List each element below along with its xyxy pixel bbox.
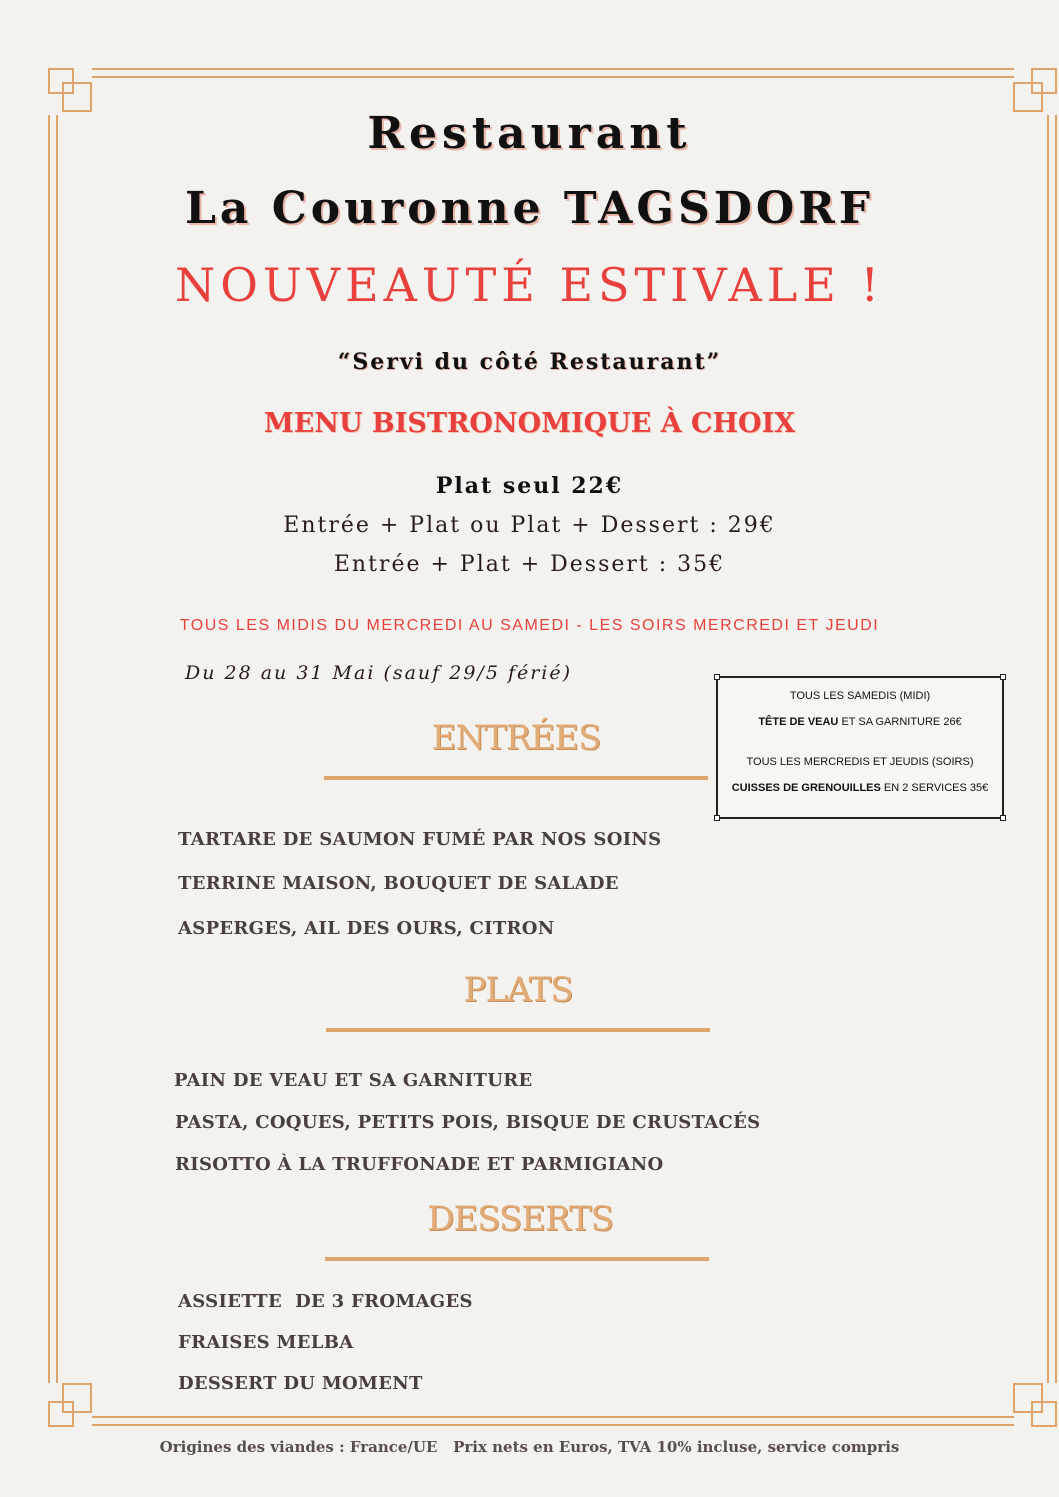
restaurant-name: La Couronne TAGSDORF <box>184 183 875 234</box>
frame-corner-bottom-right <box>1013 1383 1057 1427</box>
menu-item: ASPERGES, AIL DES OURS, CITRON <box>178 918 555 939</box>
menu-item: FRAISES MELBA <box>178 1332 354 1353</box>
specials-grenouilles: CUISSES DE GRENOUILLES EN 2 SERVICES 35€ <box>731 782 989 794</box>
subtitle: “Servi du côté Restaurant” <box>337 349 722 375</box>
specials-box <box>716 676 1004 819</box>
menu-title: MENU BISTRONOMIQUE À CHOIX <box>263 408 796 439</box>
price-plat-seul: Plat seul 22€ <box>435 473 624 499</box>
menu-item: DESSERT DU MOMENT <box>178 1373 423 1394</box>
restaurant-title: Restaurant <box>367 108 692 159</box>
menu-item: PASTA, COQUES, PETITS POIS, BISQUE DE CRUSTACÉS <box>175 1112 761 1133</box>
menu-item: ASSIETTE DE 3 FROMAGES <box>178 1291 473 1312</box>
section-title-plats: PLATS <box>463 970 573 1010</box>
menu-item: RISOTTO À LA TRUFFONADE ET PARMIGIANO <box>175 1154 664 1175</box>
menu-item: TARTARE DE SAUMON FUMÉ PAR NOS SOINS <box>178 829 662 850</box>
menu-item: PAIN DE VEAU ET SA GARNITURE <box>174 1070 533 1091</box>
frame-corner-top-left <box>48 68 92 112</box>
frame-corner-bottom-left <box>48 1383 92 1427</box>
price-three-courses: Entrée + Plat + Dessert : 35€ <box>333 552 726 577</box>
specials-saturday: TOUS LES SAMEDIS (MIDI) <box>789 690 931 702</box>
specials-tete-de-veau: TÊTE DE VEAU ET SA GARNITURE 26€ <box>758 716 962 728</box>
frame-corner-top-right <box>1013 68 1057 112</box>
footer-note: Origines des viandes : France/UE Prix nets en Euros, TVA 10% incluse, service compris <box>159 1438 900 1456</box>
menu-item: TERRINE MAISON, BOUQUET DE SALADE <box>178 873 619 894</box>
section-title-entrees: ENTRÉES <box>431 718 601 758</box>
dates-text: Du 28 au 31 Mai (sauf 29/5 férié) <box>185 662 573 684</box>
schedule-text: TOUS LES MIDIS DU MERCREDI AU SAMEDI - LES SOIRS MERCREDI ET JEUDI <box>179 617 880 634</box>
specials-wed-thu: TOUS LES MERCREDIS ET JEUDIS (SOIRS) <box>746 756 974 768</box>
section-title-desserts: DESSERTS <box>427 1199 613 1239</box>
headline: NOUVEAUTÉ ESTIVALE ! <box>175 258 884 312</box>
divider <box>325 1257 709 1261</box>
divider <box>326 1028 710 1032</box>
divider <box>324 776 708 780</box>
price-two-courses: Entrée + Plat ou Plat + Dessert : 29€ <box>283 513 776 538</box>
